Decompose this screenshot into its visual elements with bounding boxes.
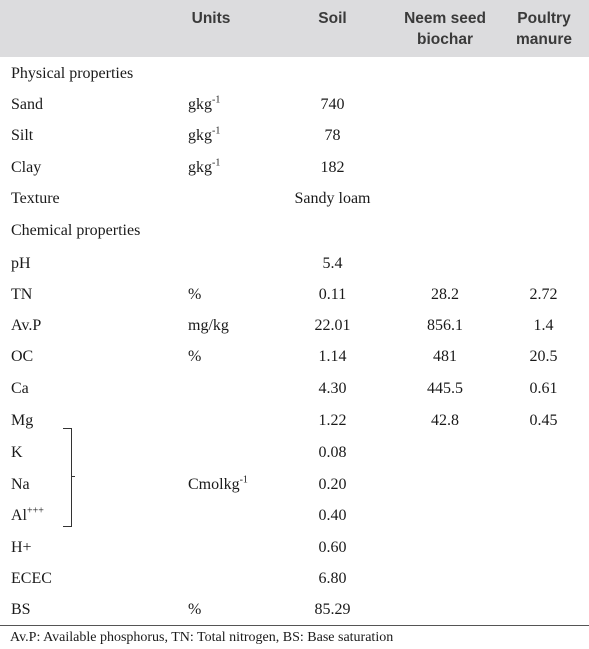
- soil-cell: 1.14: [318, 348, 347, 365]
- soil-cell: 0.60: [318, 539, 347, 556]
- table-row: [0, 316, 589, 348]
- table-row: [0, 600, 589, 632]
- section-label: Chemical properties: [11, 222, 141, 239]
- soil-cell: 0.40: [318, 507, 347, 524]
- table-row: [0, 506, 589, 538]
- soil-cell: 0.11: [318, 286, 347, 303]
- table-row: [0, 347, 589, 379]
- header-poultry-manure: Poultry manure: [516, 10, 572, 48]
- property-cell: Av.P: [11, 317, 42, 334]
- table-footnote: Av.P: Available phosphorus, TN: Total nitrogen, BS: Base saturation: [10, 630, 394, 645]
- property-cell: H+: [11, 539, 32, 556]
- soil-cell: 78: [324, 127, 341, 144]
- table-row: [0, 411, 589, 443]
- soil-cell: Sandy loam: [294, 190, 371, 207]
- table-row: [0, 254, 589, 286]
- soil-cell: 0.08: [318, 444, 347, 461]
- units-cell: gkg$^{-1}$: [188, 125, 221, 144]
- property-cell: ECEC: [11, 570, 52, 587]
- units-cell: %: [188, 601, 202, 618]
- header-units: Units: [191, 10, 231, 27]
- table-row: [0, 158, 589, 190]
- property-cell: Texture: [11, 190, 60, 207]
- neem-biochar-cell: 481: [433, 348, 457, 365]
- soil-cell: 4.30: [318, 380, 347, 397]
- table-header: [0, 0, 589, 57]
- table-bottom-rule: [0, 625, 589, 626]
- soil-cell: 5.4: [322, 255, 343, 272]
- section-chemical-properties: [0, 221, 589, 253]
- table-row: [0, 475, 589, 507]
- soil-cell: 182: [320, 159, 345, 176]
- table-row: [0, 189, 589, 221]
- header-soil: Soil: [318, 10, 347, 27]
- neem-biochar-cell: 856.1: [427, 317, 463, 334]
- property-cell: pH: [11, 255, 31, 272]
- property-cell: TN: [11, 286, 33, 303]
- table-row: [0, 285, 589, 317]
- soil-cell: 740: [320, 96, 345, 113]
- units-cell: %: [188, 348, 202, 365]
- property-cell: OC: [11, 348, 34, 365]
- units-cell: gkg$^{-1}$: [188, 157, 221, 176]
- section-label: Physical properties: [11, 65, 134, 82]
- table-row: [0, 569, 589, 601]
- header-neem-seed-biochar: Neem seed biochar: [404, 10, 486, 48]
- property-cell: Na: [11, 476, 30, 493]
- units-cell: mg/kg: [188, 317, 229, 334]
- soil-cell: 6.80: [318, 570, 347, 587]
- property-cell: BS: [11, 601, 31, 618]
- grouping-bracket: [63, 428, 72, 527]
- soil-cell: 85.29: [314, 601, 351, 618]
- property-cell: K: [11, 444, 23, 461]
- property-cell: Silt: [11, 127, 34, 144]
- table-row: [0, 95, 589, 127]
- neem-biochar-cell: 42.8: [431, 412, 459, 429]
- soil-cell: 22.01: [314, 317, 351, 334]
- poultry-manure-cell: 1.4: [533, 317, 554, 334]
- units-cell: gkg$^{-1}$: [188, 94, 221, 113]
- poultry-manure-cell: 0.61: [529, 380, 558, 397]
- table-row: [0, 538, 589, 570]
- property-cell: Ca: [11, 380, 29, 397]
- poultry-manure-cell: 2.72: [529, 286, 558, 303]
- property-cell: Al+++: [11, 505, 44, 524]
- poultry-manure-cell: 20.5: [529, 348, 558, 365]
- grouping-bracket-tip: [71, 476, 75, 477]
- units-cell: %: [188, 286, 202, 303]
- property-cell: Sand: [11, 96, 43, 113]
- poultry-manure-cell: 0.45: [529, 412, 558, 429]
- neem-biochar-cell: 445.5: [427, 380, 463, 397]
- table-row: [0, 126, 589, 158]
- property-cell: Mg: [11, 412, 34, 429]
- units-cell: Cmolkg$^{-1}$: [188, 474, 248, 493]
- table-row: [0, 379, 589, 411]
- soil-cell: 1.22: [318, 412, 347, 429]
- table-row: [0, 443, 589, 475]
- soil-cell: 0.20: [318, 476, 347, 493]
- neem-biochar-cell: 28.2: [431, 286, 459, 303]
- section-physical-properties: [0, 64, 589, 96]
- property-cell: Clay: [11, 159, 42, 176]
